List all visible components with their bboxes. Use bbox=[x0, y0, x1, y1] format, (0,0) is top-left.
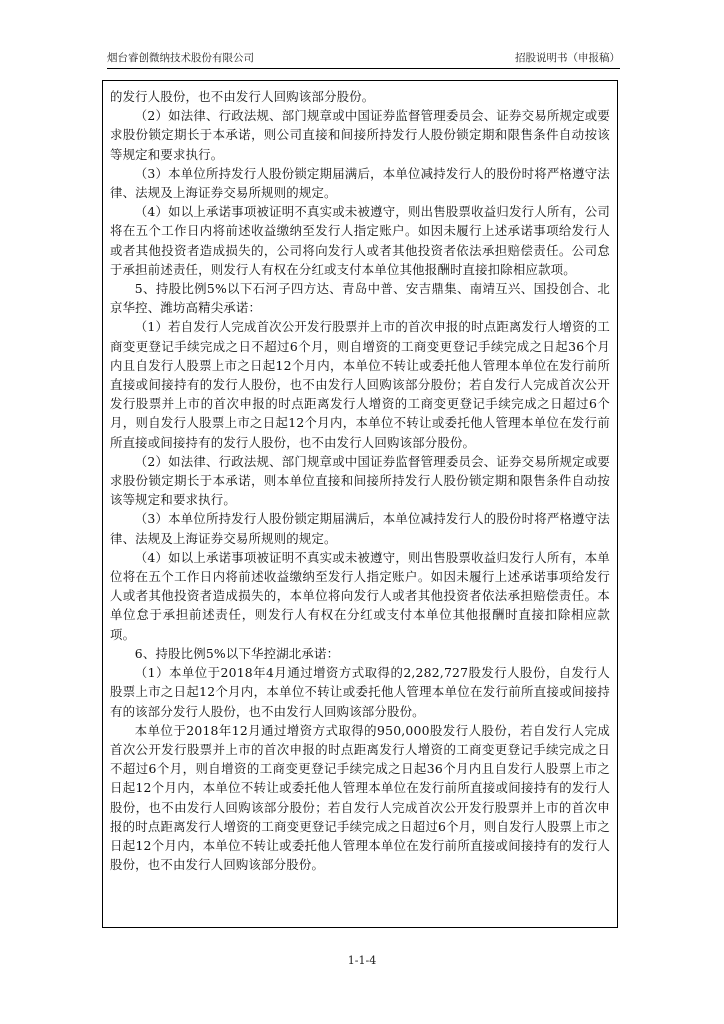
paragraph: （2）如法律、行政法规、部门规章或中国证券监督管理委员会、证券交易所规定或要求股份锁定期长于本承诺，则公司直接和间接所持发行人股份锁定期和限售条件自动按该等规定和要求执行。 bbox=[110, 108, 610, 162]
header-rule bbox=[107, 68, 620, 69]
paragraph: 本单位于2018年12月通过增资方式取得的950,000股发行人股份，若自发行人完成首次公开发行股票并上市的首次申报的时点距离发行人增资的工商变更登记手续完成之日不超过6个月，则自增资的工商变更登记手续完成之日起36个月内且自发行人股票上市之日起12个月内，本单位不转让或委托他人管理本单位在发行前所直接或间接持有的发行人股份，也不由发行人回购该部分股份；若自发行人完成首次公开发行股票并上市的首次申报的时点距离发行人增资的工商变更登记手续完成之日超过6个月，则自发行人股票上市之日起12个月内，本单位不转让或委托他人管理本单位在发行前所直接或间接持有的发行人股份，也不由发行人回购该部分股份。 bbox=[110, 722, 610, 873]
paragraph: （3）本单位所持发行人股份锁定期届满后，本单位减持发行人的股份时将严格遵守法律、法规及上海证券交易所规则的规定。 bbox=[110, 511, 610, 546]
commitment-text bbox=[110, 87, 610, 874]
paragraph: （1）本单位于2018年4月通过增资方式取得的2,282,727股发行人股份，自发行人股票上市之日起12个月内，本单位不转让或委托他人管理本单位在发行前所直接或间接持有的该部分发行人股份，也不由发行人回购该部分股份。 bbox=[110, 665, 610, 719]
section-heading: 6、持股比例5%以下华控湖北承诺： bbox=[134, 645, 340, 661]
paragraph: （4）如以上承诺事项被证明不真实或未被遵守，则出售股票收益归发行人所有，公司将在五个工作日内将前述收益缴纳至发行人指定账户。如因未履行上述承诺事项给发行人或者其他投资者造成损失的，公司将向发行人或者其他投资者依法承担赔偿责任。公司怠于承担前述责任，则发行人有权在分红或支付本单位其他报酬时直接扣除相应款项。 bbox=[110, 204, 610, 277]
paragraph: （2）如法律、行政法规、部门规章或中国证券监督管理委员会、证券交易所规定或要求股份锁定期长于本承诺，则本单位直接和间接所持发行人股份锁定期和限售条件自动按该等规定和要求执行。 bbox=[110, 453, 610, 508]
paragraph: （1）若自发行人完成首次公开发行股票并上市的首次申报的时点距离发行人增资的工商变更登记手续完成之日不超过6个月，则自增资的工商变更登记手续完成之日起36个月内且自发行人股票上市之日起12个月内，本单位不转让或委托他人管理本单位在发行前所直接或间接持有的发行人股份，也不由发行人回购该部分股份；若自发行人完成首次公开发行股票并上市的首次申报的时点距离发行人增资的工商变更登记手续完成之日超过6个月，则自发行人股票上市之日起12个月内，本单位不转让或委托他人管理本单位在发行前所直接或间接持有的发行人股份，也不由发行人回购该部分股份。 bbox=[110, 319, 610, 450]
page-number: 1-1-4 bbox=[347, 954, 377, 967]
paragraph: （3）本单位所持发行人股份锁定期届满后，本单位减持发行人的股份时将严格遵守法律、法规及上海证券交易所规则的规定。 bbox=[110, 165, 610, 201]
section-heading: 5、持股比例5%以下石河子四方达、青岛中普、安吉鼎集、南靖互兴、国投创合、北京华控、潍坊高精尖承诺： bbox=[110, 281, 610, 316]
commitment-table-cell bbox=[102, 80, 618, 928]
paragraph: （4）如以上承诺事项被证明不真实或未被遵守，则出售股票收益归发行人所有，本单位将在五个工作日内将前述收益缴纳至发行人指定账户。如因未履行上述承诺事项给发行人或者其他投资者造成损失的，本单位将向发行人或者其他投资者依法承担赔偿责任。本单位怠于承担前述责任，则发行人有权在分红或支付本单位其他报酬时直接扣除相应款项。 bbox=[110, 549, 610, 642]
paragraph: 的发行人股份，也不由发行人回购该部分股份。 bbox=[110, 89, 375, 104]
company-name: 烟台睿创微纳技术股份有限公司 bbox=[107, 52, 254, 64]
document-title: 招股说明书（申报稿） bbox=[515, 52, 620, 64]
page-header bbox=[107, 50, 620, 66]
